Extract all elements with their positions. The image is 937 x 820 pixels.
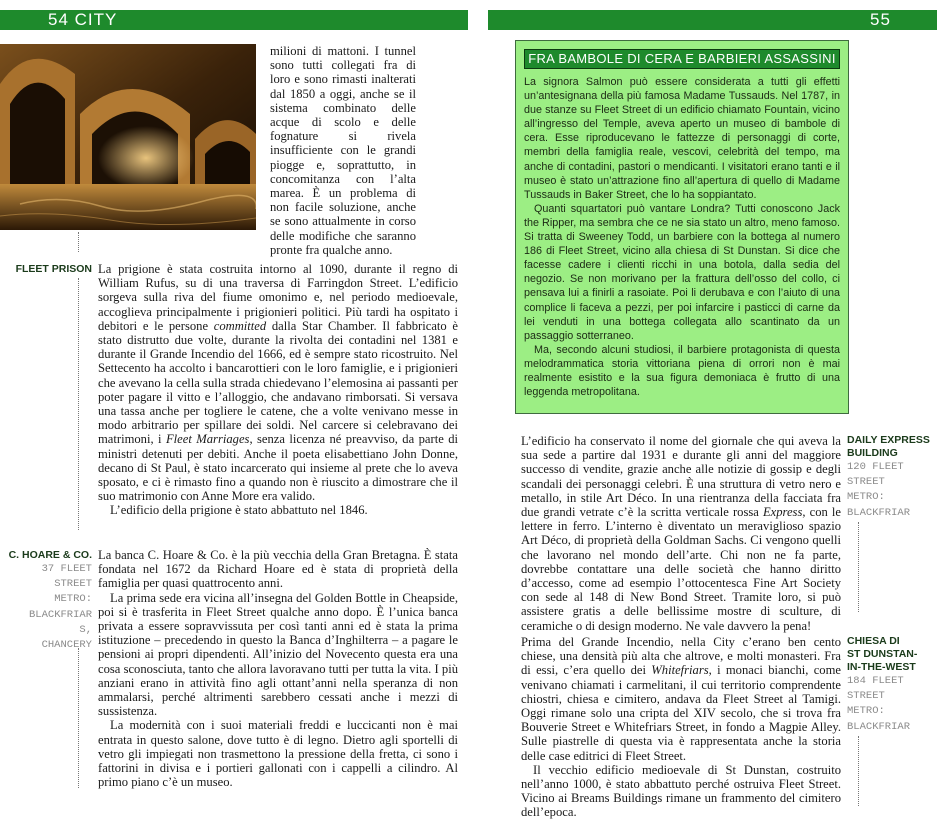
fleet-prison-paragraph-2: L’edificio della prigione è stato abbattuto nel 1846. bbox=[110, 503, 368, 518]
box-text bbox=[524, 75, 840, 399]
page-header-bar bbox=[0, 10, 937, 30]
tunnel-photo bbox=[0, 44, 256, 230]
daily-express-text bbox=[521, 434, 841, 633]
hoare-metro-station: S, bbox=[79, 623, 92, 636]
st-dunstan-metro-station: BLACKFRIAR bbox=[847, 720, 911, 733]
st-dunstan-text bbox=[521, 635, 841, 820]
sidebar-dotted-rule bbox=[78, 648, 79, 788]
fleet-prison-text bbox=[98, 262, 458, 518]
hoare-metro-label: METRO: bbox=[54, 593, 92, 606]
box-paragraph-1: La signora Salmon può essere considerata a tutti gli effetti un’antesignana della più famosa Madame Tussauds. Nel 1787, in due stanze su Fleet Street di un edificio chiamato Fountain, vicino all’ingresso del Temple, aveva aperto un museo di bambole di cera. Esse riproducevano le fattezze di personaggi di corte, membri della famiglia reale, vescovi, celebrità del tempo, ma anche di contadini, pastori o mendicanti. I visitatori erano tanti e il museo è stato un’attrazione fino all’apertura di quello di Madame Tussauds in Baker Street, che lo ha soppiantato. bbox=[524, 76, 840, 201]
wax-dolls-barbers-box bbox=[515, 40, 849, 414]
st-dunstan-address-line: STREET bbox=[847, 690, 885, 703]
left-page-folio: 54 CITY bbox=[48, 10, 118, 29]
hoare-paragraph-3: La modernità con i suoi materiali freddi e luccicanti non è mai entrata in questo salone, dove tutto è di legno. Dietro agli sportelli di vetro gli impiegati non trasmettono la pressione della fretta, ci sono i fattorini in divisa e i portieri gallonati con i cappelli a cilindro. Al primo piano c’è un museo. bbox=[98, 718, 458, 790]
st-dunstan-paragraph-2: Il vecchio edificio medioevale di St Dunstan, costruito nell’anno 1000, è stato abbattuto perché ostruiva Fleet Street. Vicino ai Breams Buildings rimane un frammento del cimitero dell’epoca. bbox=[521, 762, 841, 820]
fleet-prison-heading: FLEET PRISON bbox=[15, 263, 92, 275]
sidebar-dotted-rule bbox=[78, 278, 79, 530]
hoare-address-line: 37 FLEET bbox=[41, 563, 92, 575]
sidebar-dotted-rule bbox=[78, 232, 79, 252]
daily-express-sidebar bbox=[847, 434, 937, 521]
intro-paragraph: milioni di mattoni. I tunnel sono tutti collegati fra di loro e sono rimasti inalterati dal 1850 a oggi, anche se il sistema combinato delle acque di scolo e delle fognature si rivela insufficiente con le grandi piogge e, soprattutto, in concomitanza con l’alta marea. È un problema di non facile soluzione, anche se sono attualmente in corso delle modifiche che saranno pronte fra qualche anno. bbox=[270, 44, 416, 257]
st-dunstan-heading: CHIESA DI bbox=[847, 635, 900, 647]
daily-express-address-line: 120 FLEET bbox=[847, 461, 904, 473]
daily-express-paragraph: L’edificio ha conservato il nome del giornale che qui aveva la sua sede a partire dal 1931 e durante gli anni del maggiore successo di vendite, grazie anche alle notizie di gossip e degli scandali dei personaggi celebri. È una struttura di vetro nero e metallo, in stile Art Déco. In una rientranza della facciata fra due grandi vetrate c’è la scritta verticale rossa Express, con le lettere in ferro. L’interno è diventato un meraviglioso spazio Art Déco, di proprietà della Goldman Sachs. Ci vengono quelli che lavorano nel mondo dell’arte. Chi non ne fa parte, dovrebbe contattare una delle società che hanno diritto d’accesso, come ad esempio l’ottocentesca Fine Art Society con sede al 148 di New Bond Street. Tramite loro, si può assistere gratis a delle bellissime mostre di sculture, di ceramiche o di design moderno. Ne vale davvero la pena! bbox=[521, 434, 841, 633]
hoare-heading: C. HOARE & CO. bbox=[8, 549, 92, 561]
daily-express-heading: DAILY EXPRESS bbox=[847, 434, 930, 446]
st-dunstan-address-line: 184 FLEET bbox=[847, 675, 904, 687]
sidebar-dotted-rule bbox=[858, 736, 859, 806]
intro-text-column bbox=[270, 44, 416, 257]
fleet-prison-sidebar bbox=[0, 263, 92, 276]
hoare-metro-station: CHANCERY bbox=[41, 639, 92, 652]
st-dunstan-heading: ST DUNSTAN- bbox=[847, 648, 918, 660]
right-page-folio: 55 bbox=[870, 10, 891, 29]
daily-express-metro-label: METRO: bbox=[847, 491, 885, 504]
hoare-paragraph-2: La prima sede era vicina all’insegna del Golden Bottle in Cheapside, poi si è trasferita in Fleet Street qualche anno dopo. È l’unica banca privata a essere sopravvissuta per così tanti anni ed è stata la prima istituzione – precedendo in questo la Banca d’Inghilterra – a pagare le pensioni ai propri dipendenti. All’inizio del Novecento questa era una cosa sconosciuta, tanto che allora lavoravano tutti per tutta la vita. I più anziani erano in attività fino agli ottant’anni nella speranza di non ammalarsi, perché altrimenti sarebbero cessati anche i mezzi di sussistenza. bbox=[98, 590, 458, 719]
hoare-metro-station: BLACKFRIAR bbox=[28, 608, 92, 621]
daily-express-heading: BUILDING bbox=[847, 447, 898, 459]
hoare-sidebar bbox=[0, 549, 92, 653]
box-paragraph-3: Ma, secondo alcuni studiosi, il barbiere protagonista di questa melodrammatica storia vittoriana piena di orrori non è mai realmente esistito e la sua figura demoniaca è frutto di una leggenda metropolitana. bbox=[524, 343, 840, 399]
st-dunstan-heading: IN-THE-WEST bbox=[847, 661, 916, 673]
st-dunstan-paragraph-1: Prima del Grande Incendio, nella City c’erano ben cento chiese, una densità più alta che altrove, e molti monasteri. Fra di essi, c’era quello dei Whitefriars, i monaci bianchi, come venivano chiamati i carmelitani, il cui territorio comprendente chiostri, chiesa e cimitero, andava da Fleet Street al Tamigi. Oggi rimane solo una cripta del XIV secolo, che si trova fra Bouverie Street e Whitefriars Street, in fondo a Magpie Alley. Sulle piastrelle di questa via è rappresentata anche la storia delle case editrici di Fleet Street. bbox=[521, 635, 841, 763]
tunnel-arches-image bbox=[0, 44, 256, 230]
fleet-prison-paragraph-1: La prigione è stata costruita intorno al 1090, durante il regno di William Rufus, su di una traversa di Farringdon Street. L’edificio sorgeva sulla riva del fiume omonimo e, nel periodo medioevale, accoglieva principalmente i prigionieri politici. Più tardi ha ospitato i debitori e le persone committed dalla Star Chamber. Il fabbricato è stato distrutto due volte, durante la rivolta dei contadini nel 1381 e durante il Grande Incendio del 1666, ed è sempre stato ricostruito. Nel Settecento ha accolto i bancarottieri con le loro famiglie, e i prigionieri che avevano la cella sulla strada chiedevano l’elemosina ai passanti per poter pagare il vitto e l’alloggio, che andavano rimborsati. Si versava una tassa anche per togliere le catene, che a volte venivano messe in modo arbitrario per spillare dei soldi. Nel carcere si celebravano dei matrimoni, i Fleet Marriages, senza licenza né preavviso, da parte di ministri detenuti per debiti. Anche il poeta elisabettiano John Donne, decano di St Paul, è stato incarcerato qui insieme al prete che lo aveva sposato, e ci è rimasto fino a quando non è riuscito a dimostrare che il suo matrimonio con Anne More era valido. bbox=[98, 262, 458, 504]
hoare-text bbox=[98, 548, 458, 789]
box-title: FRA BAMBOLE DI CERA E BARBIERI ASSASSINI bbox=[524, 49, 840, 69]
box-paragraph-2: Quanti squartatori può vantare Londra? Tutti conoscono Jack the Ripper, ma sembra che ce ne sia stato un altro, meno famoso. Si tratta di Sweeney Todd, un barbiere con la bottega al numero 186 di Fleet Street, vicino alla chiesa di St Dunstan. Si dice che facesse cadere i clienti ricchi in una botola, dalla sedia del negozio. Se non morivano per la frattura dell’osso del collo, ci pensava lui a finirli a rasoiate. Poi li derubava e con l’aiuto di una complice li faceva a pezzi, per poi infarcire i pasticci di carne da lei venduti in una bottega collegata allo scantinato da un passaggio sotterraneo. bbox=[524, 202, 840, 342]
st-dunstan-metro-label: METRO: bbox=[847, 705, 885, 718]
hoare-paragraph-1: La banca C. Hoare & Co. è la più vecchia della Gran Bretagna. È stata fondata nel 1672 da Richard Hoare ed è stata di proprietà della famiglia per quasi quattrocento anni. bbox=[98, 548, 458, 591]
daily-express-metro-station: BLACKFRIAR bbox=[847, 506, 911, 519]
st-dunstan-sidebar bbox=[847, 635, 937, 735]
hoare-address-line: STREET bbox=[54, 578, 92, 591]
daily-express-address-line: STREET bbox=[847, 476, 885, 489]
sidebar-dotted-rule bbox=[858, 522, 859, 612]
